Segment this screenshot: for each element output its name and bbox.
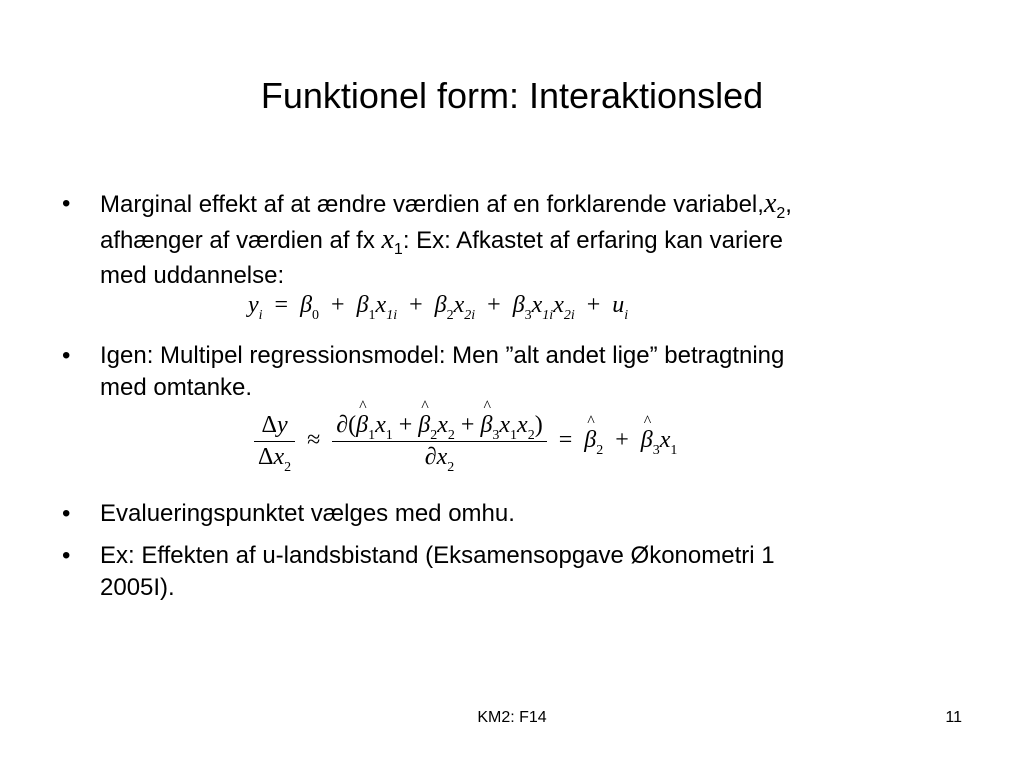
bullet-1-line-3: med uddannelse: xyxy=(100,262,285,289)
math-sub: 2 xyxy=(776,205,786,222)
eq-sub: 0 xyxy=(312,308,320,323)
footer-course-label: KM2: F14 xyxy=(477,709,547,726)
eq-beta-hat: ^ β xyxy=(584,427,596,454)
eq-sub: 2 xyxy=(284,460,292,475)
eq-partial-fraction xyxy=(332,412,546,475)
eq-approx: ≈ xyxy=(307,427,321,454)
eq-sub: 3 xyxy=(492,428,500,443)
eq-sub: 2 xyxy=(446,308,454,323)
eq-sub: 2 xyxy=(527,428,535,443)
eq-x: x xyxy=(375,292,387,318)
eq-rparen: ) xyxy=(534,412,543,438)
bullet-4-line-1: Ex: Effekten af u-landsbistand (Eksamensopgave Økonometri 1 xyxy=(100,542,775,569)
bullet-1-line-2 xyxy=(100,224,940,260)
bullet-2-line-2: med omtanke. xyxy=(100,374,253,401)
eq-sub: 1 xyxy=(385,428,393,443)
eq-sub: 1i xyxy=(542,308,554,323)
eq-beta-hat: ^ β xyxy=(418,412,430,439)
eq-equals: = xyxy=(558,427,573,454)
bullet-3-text: Evalueringspunktet vælges med omhu. xyxy=(100,500,515,527)
eq-sub: 1 xyxy=(368,308,376,323)
eq-x: x xyxy=(659,427,671,454)
eq-lhs-den xyxy=(254,441,295,475)
eq-x: x xyxy=(273,444,285,470)
eq-x: x xyxy=(453,292,465,318)
eq-beta-hat: ^ β xyxy=(480,412,492,439)
eq-sub: 2i xyxy=(563,308,575,323)
punct-comma: , xyxy=(785,191,792,218)
eq-x: x xyxy=(436,444,448,470)
eq-beta: β xyxy=(434,292,447,318)
bullet-dot: • xyxy=(62,542,71,569)
eq-sub: i xyxy=(624,308,629,323)
eq-x: x xyxy=(437,412,448,438)
eq-x: x xyxy=(553,292,564,318)
bullet-1-line-1-text: Marginal effekt af at ændre værdien af en forklarende variabel, xyxy=(100,191,764,218)
math-var-x: x xyxy=(763,188,777,219)
eq-sub: 2 xyxy=(430,428,438,443)
bullet-4-text xyxy=(100,540,940,604)
eq-partial-num xyxy=(332,412,546,441)
eq-sub: 3 xyxy=(524,308,532,323)
eq-u: u xyxy=(612,292,625,318)
eq-plus: + xyxy=(487,292,501,318)
bullet-1-line-2a: afhænger af værdien af fx xyxy=(100,227,382,254)
eq-sub: i xyxy=(258,308,263,323)
equation-regression-model xyxy=(248,292,629,323)
math-sub: 1 xyxy=(393,241,403,258)
eq-sub: 1i xyxy=(386,308,398,323)
eq-sub: 1 xyxy=(670,443,678,459)
eq-plus: + xyxy=(460,412,475,438)
eq-x: x xyxy=(531,292,543,318)
bullet-1-line-2b: : Ex: Afkastet af erfaring kan variere xyxy=(402,227,784,254)
eq-beta-hat: ^ β xyxy=(356,412,368,439)
eq-beta: β xyxy=(512,292,525,318)
eq-partial-den xyxy=(332,441,546,475)
eq-lhs-num xyxy=(254,412,295,441)
eq-equals: = xyxy=(274,292,289,318)
eq-plus: + xyxy=(615,427,629,454)
eq-y: y xyxy=(276,412,288,438)
bullet-1-line-1 xyxy=(100,188,940,224)
eq-beta: β xyxy=(300,292,313,318)
eq-delta: Δ xyxy=(261,412,277,438)
bullet-1-text xyxy=(100,188,940,292)
eq-y: y xyxy=(248,292,259,318)
bullet-4-line-2: 2005I). xyxy=(100,574,175,601)
eq-beta-hat: ^ β xyxy=(641,427,653,454)
eq-delta: Δ xyxy=(258,444,274,470)
eq-sub: 2 xyxy=(596,443,604,459)
eq-plus: + xyxy=(586,292,601,318)
eq-lparen: ( xyxy=(348,412,357,438)
bullet-dot: • xyxy=(62,190,71,217)
eq-sub: 2 xyxy=(447,428,455,443)
bullet-dot: • xyxy=(62,342,71,369)
eq-plus: + xyxy=(409,292,423,318)
eq-x: x xyxy=(517,412,528,438)
eq-partial: ∂ xyxy=(424,444,437,470)
eq-sub: 3 xyxy=(652,443,660,459)
eq-partial: ∂ xyxy=(336,412,349,438)
bullet-dot: • xyxy=(62,500,71,527)
eq-sub: 1 xyxy=(368,428,376,443)
eq-sub: 2i xyxy=(464,308,476,323)
bullet-2-text xyxy=(100,340,940,404)
eq-x: x xyxy=(375,412,386,438)
slide-title: Funktionel form: Interaktionsled xyxy=(260,75,764,116)
math-var-x: x xyxy=(381,224,394,255)
eq-plus: + xyxy=(398,412,413,438)
eq-x: x xyxy=(499,412,511,438)
eq-plus: + xyxy=(331,292,345,318)
footer-page-number: 11 xyxy=(945,709,962,726)
equation-marginal-effect xyxy=(254,412,678,475)
eq-lhs-fraction xyxy=(254,412,295,475)
eq-sub: 2 xyxy=(447,460,455,475)
eq-beta: β xyxy=(356,292,369,318)
eq-sub: 1 xyxy=(510,428,518,443)
bullet-2-line-1: Igen: Multipel regressionsmodel: Men ”alt andet lige” betragtning xyxy=(100,342,785,369)
